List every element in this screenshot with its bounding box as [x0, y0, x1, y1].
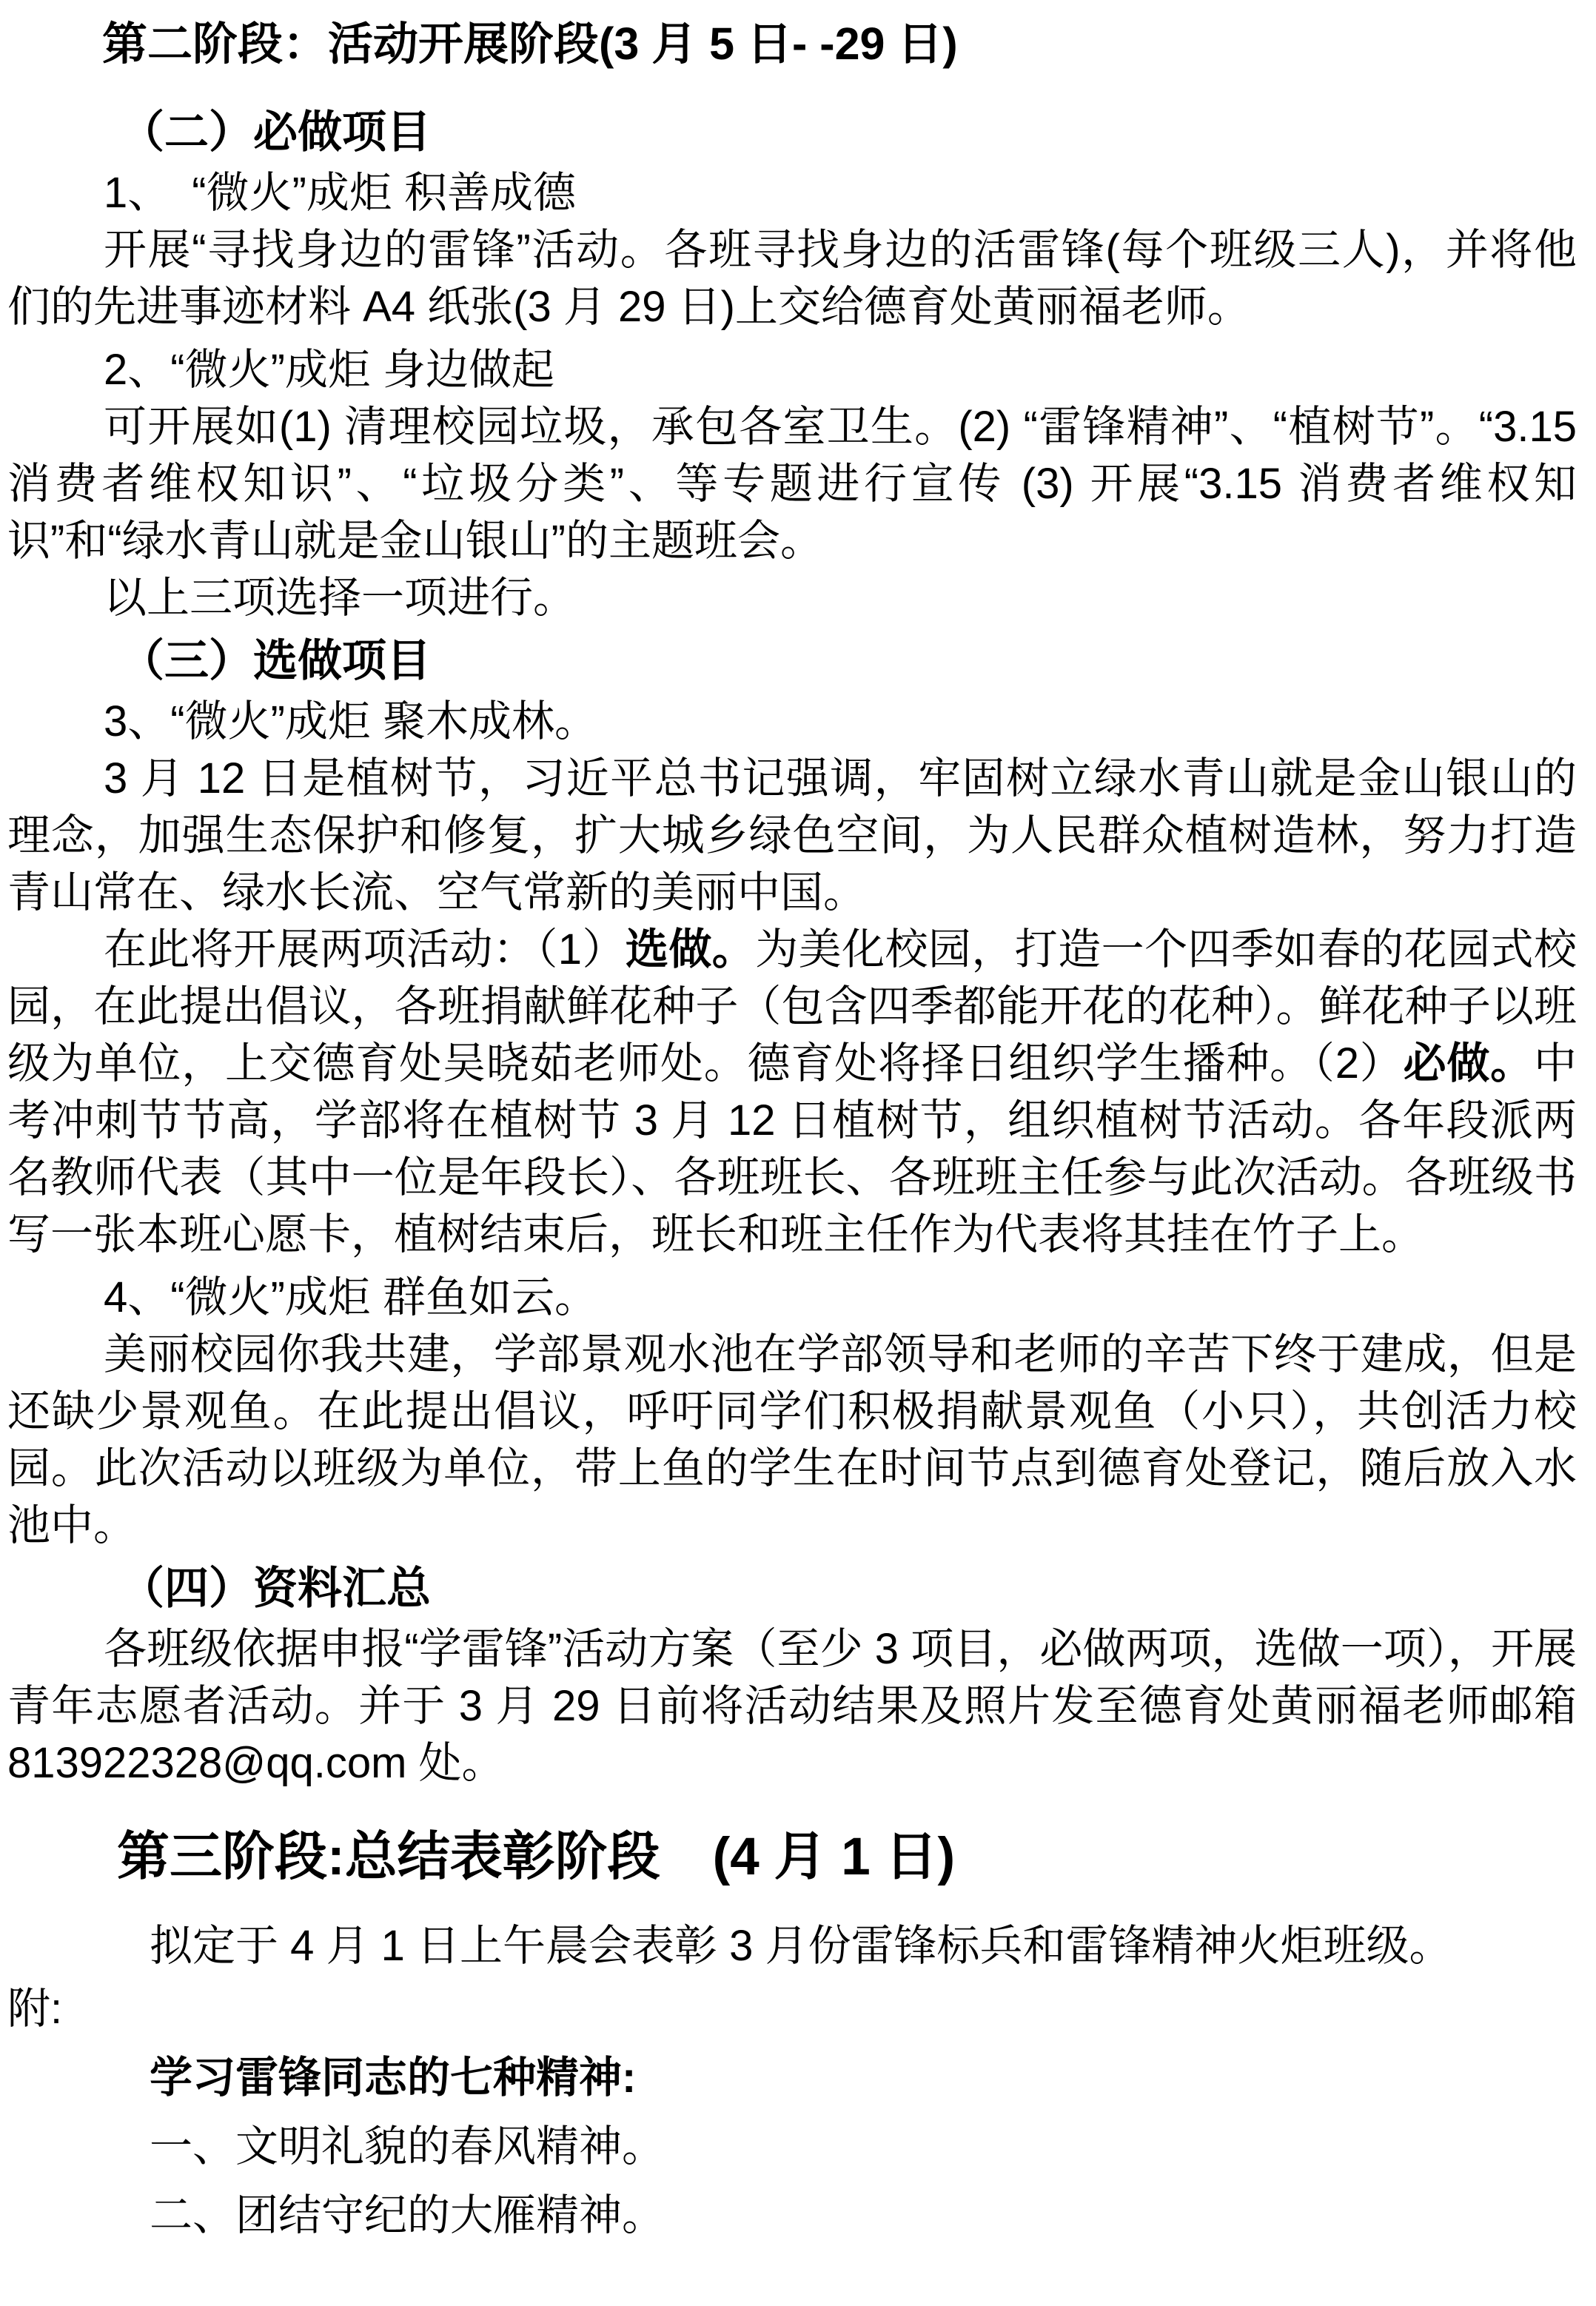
- appendix-label: 附:: [7, 1985, 63, 2033]
- item3-required-label: 必做。: [1403, 1039, 1534, 1087]
- stage3-heading: 第三阶段:总结表彰阶段 (4 月 1 日): [117, 1828, 956, 1886]
- item3-activities-prefix: 在此将开展两项活动：（1）: [104, 925, 626, 973]
- item3-optional-body: 为美化校园，打造一个四季如春的花园式校园，在此提出倡议，各班捐献鲜花种子（包含四季都能开花的花种）。鲜花种子以班级为单位，上交德育处吴晓茹老师处。德育处将择日组织学生播种。（2）: [7, 925, 1577, 1087]
- item1-body: 开展“寻找身边的雷锋”活动。各班寻找身边的活雷锋(每个班级三人)，并将他们的先进事迹材料 A4 纸张(3 月 29 日)上交给德育处黄丽福老师。: [7, 226, 1577, 331]
- stage2-heading: 第二阶段：活动开展阶段(3 月 5 日- -29 日): [102, 19, 958, 69]
- item1-title: 1、 “微火”成炬 积善成德: [104, 169, 577, 217]
- required-section-note: 以上三项选择一项进行。: [104, 574, 577, 622]
- summary-section-body: 各班级依据申报“学雷锋”活动方案（至少 3 项目，必做两项，选做一项），开展青年志愿者活动。并于 3 月 29 日前将活动结果及照片发至德育处黄丽福老师邮箱 813922328@qq.com 处。: [7, 1625, 1577, 1787]
- item4-title: 4、“微火”成炬 群鱼如云。: [104, 1273, 598, 1321]
- item3-title: 3、“微火”成炬 聚木成林。: [104, 697, 598, 745]
- item2-title: 2、“微火”成炬 身边做起: [104, 346, 555, 394]
- spirit-heading: 学习雷锋同志的七种精神:: [150, 2054, 637, 2102]
- stage3-body: 拟定于 4 月 1 日上午晨会表彰 3 月份雷锋标兵和雷锋精神火炬班级。: [150, 1922, 1452, 1970]
- optional-section-heading: （三）选做项目: [120, 636, 431, 686]
- item3-optional-label: 选做。: [625, 925, 756, 973]
- item3-required-body: 中考冲刺节节高，学部将在植树节 3 月 12 日植树节，组织植树节活动。各年段派两名教师代表（其中一位是年段长）、各班班长、各班班主任参与此次活动。各班级书写一张本班心愿卡，植树结束后，班长和班主任作为代表将其挂在竹子上。: [7, 1039, 1577, 1258]
- spirit-item-1: 一、文明礼貌的春风精神。: [150, 2122, 665, 2171]
- spirit-item-2: 二、团结守纪的大雁精神。: [150, 2191, 665, 2239]
- item4-body: 美丽校园你我共建，学部景观水池在学部领导和老师的辛苦下终于建成，但是还缺少景观鱼。在此提出倡议，呼吁同学们积极捐献景观鱼（小只），共创活力校园。此次活动以班级为单位，带上鱼的学生在时间节点到德育处登记，随后放入水池中。: [7, 1330, 1577, 1549]
- required-section-heading: （二）必做项目: [120, 107, 431, 157]
- summary-section-heading: （四）资料汇总: [120, 1563, 431, 1613]
- item3-activities: [7, 921, 1577, 1263]
- item2-body: 可开展如(1) 清理校园垃圾，承包各室卫生。(2) “雷锋精神”、“植树节”。“3.15 消费者维权知识”、“垃圾分类”、等专题进行宣传 (3) 开展“3.15 消费者维权知识”和“绿水青山就是金山银山”的主题班会。: [7, 403, 1577, 565]
- item3-intro: 3 月 12 日是植树节，习近平总书记强调，牢固树立绿水青山就是金山银山的理念，加强生态保护和修复，扩大城乡绿色空间，为人民群众植树造林，努力打造青山常在、绿水长流、空气常新的美丽中国。: [7, 754, 1577, 916]
